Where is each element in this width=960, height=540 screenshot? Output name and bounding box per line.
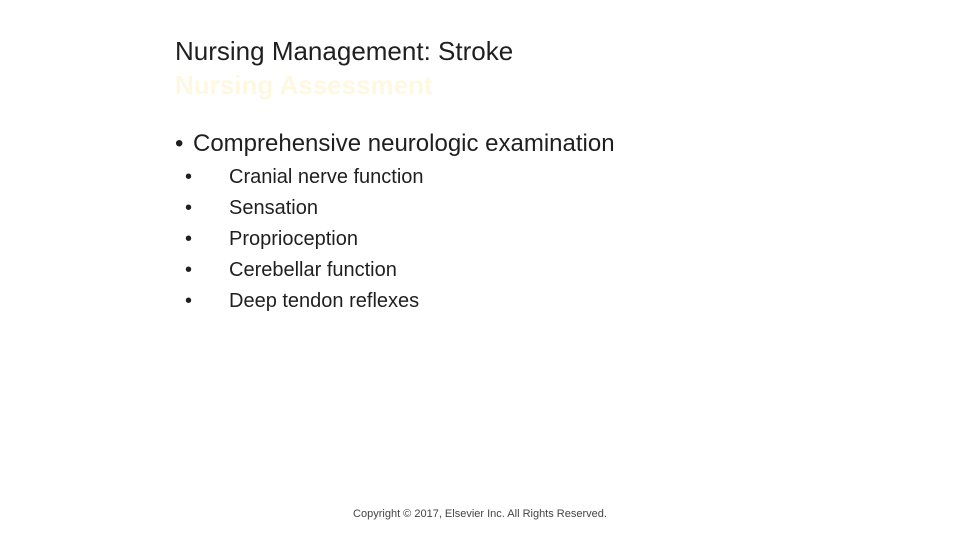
list-item	[185, 224, 875, 255]
list-item-text: Proprioception	[229, 228, 358, 250]
main-bullet-text: Comprehensive neurologic examination	[193, 130, 615, 157]
bullet-icon: •	[185, 197, 193, 219]
bullet-icon: •	[185, 290, 193, 312]
main-bullet-item	[175, 128, 875, 160]
list-item-text: Cerebellar function	[229, 259, 397, 281]
slide-content	[175, 128, 875, 317]
list-item	[185, 193, 875, 224]
list-item	[185, 162, 875, 193]
list-item-text: Sensation	[229, 197, 318, 219]
bullet-icon: •	[185, 259, 193, 281]
list-item-text: Cranial nerve function	[229, 166, 424, 188]
bullet-icon: •	[185, 166, 193, 188]
copyright-footer: Copyright © 2017, Elsevier Inc. All Rights Reserved.	[353, 508, 607, 520]
bullet-icon: •	[175, 130, 184, 157]
slide-title: Nursing Management: Stroke	[175, 36, 514, 66]
title-block	[175, 34, 875, 102]
bullet-icon: •	[185, 228, 193, 250]
sub-bullet-list	[175, 162, 875, 317]
slide-subtitle: Nursing Assessment	[175, 70, 433, 100]
list-item-text: Deep tendon reflexes	[229, 290, 420, 312]
list-item	[185, 286, 875, 317]
list-item	[185, 255, 875, 286]
